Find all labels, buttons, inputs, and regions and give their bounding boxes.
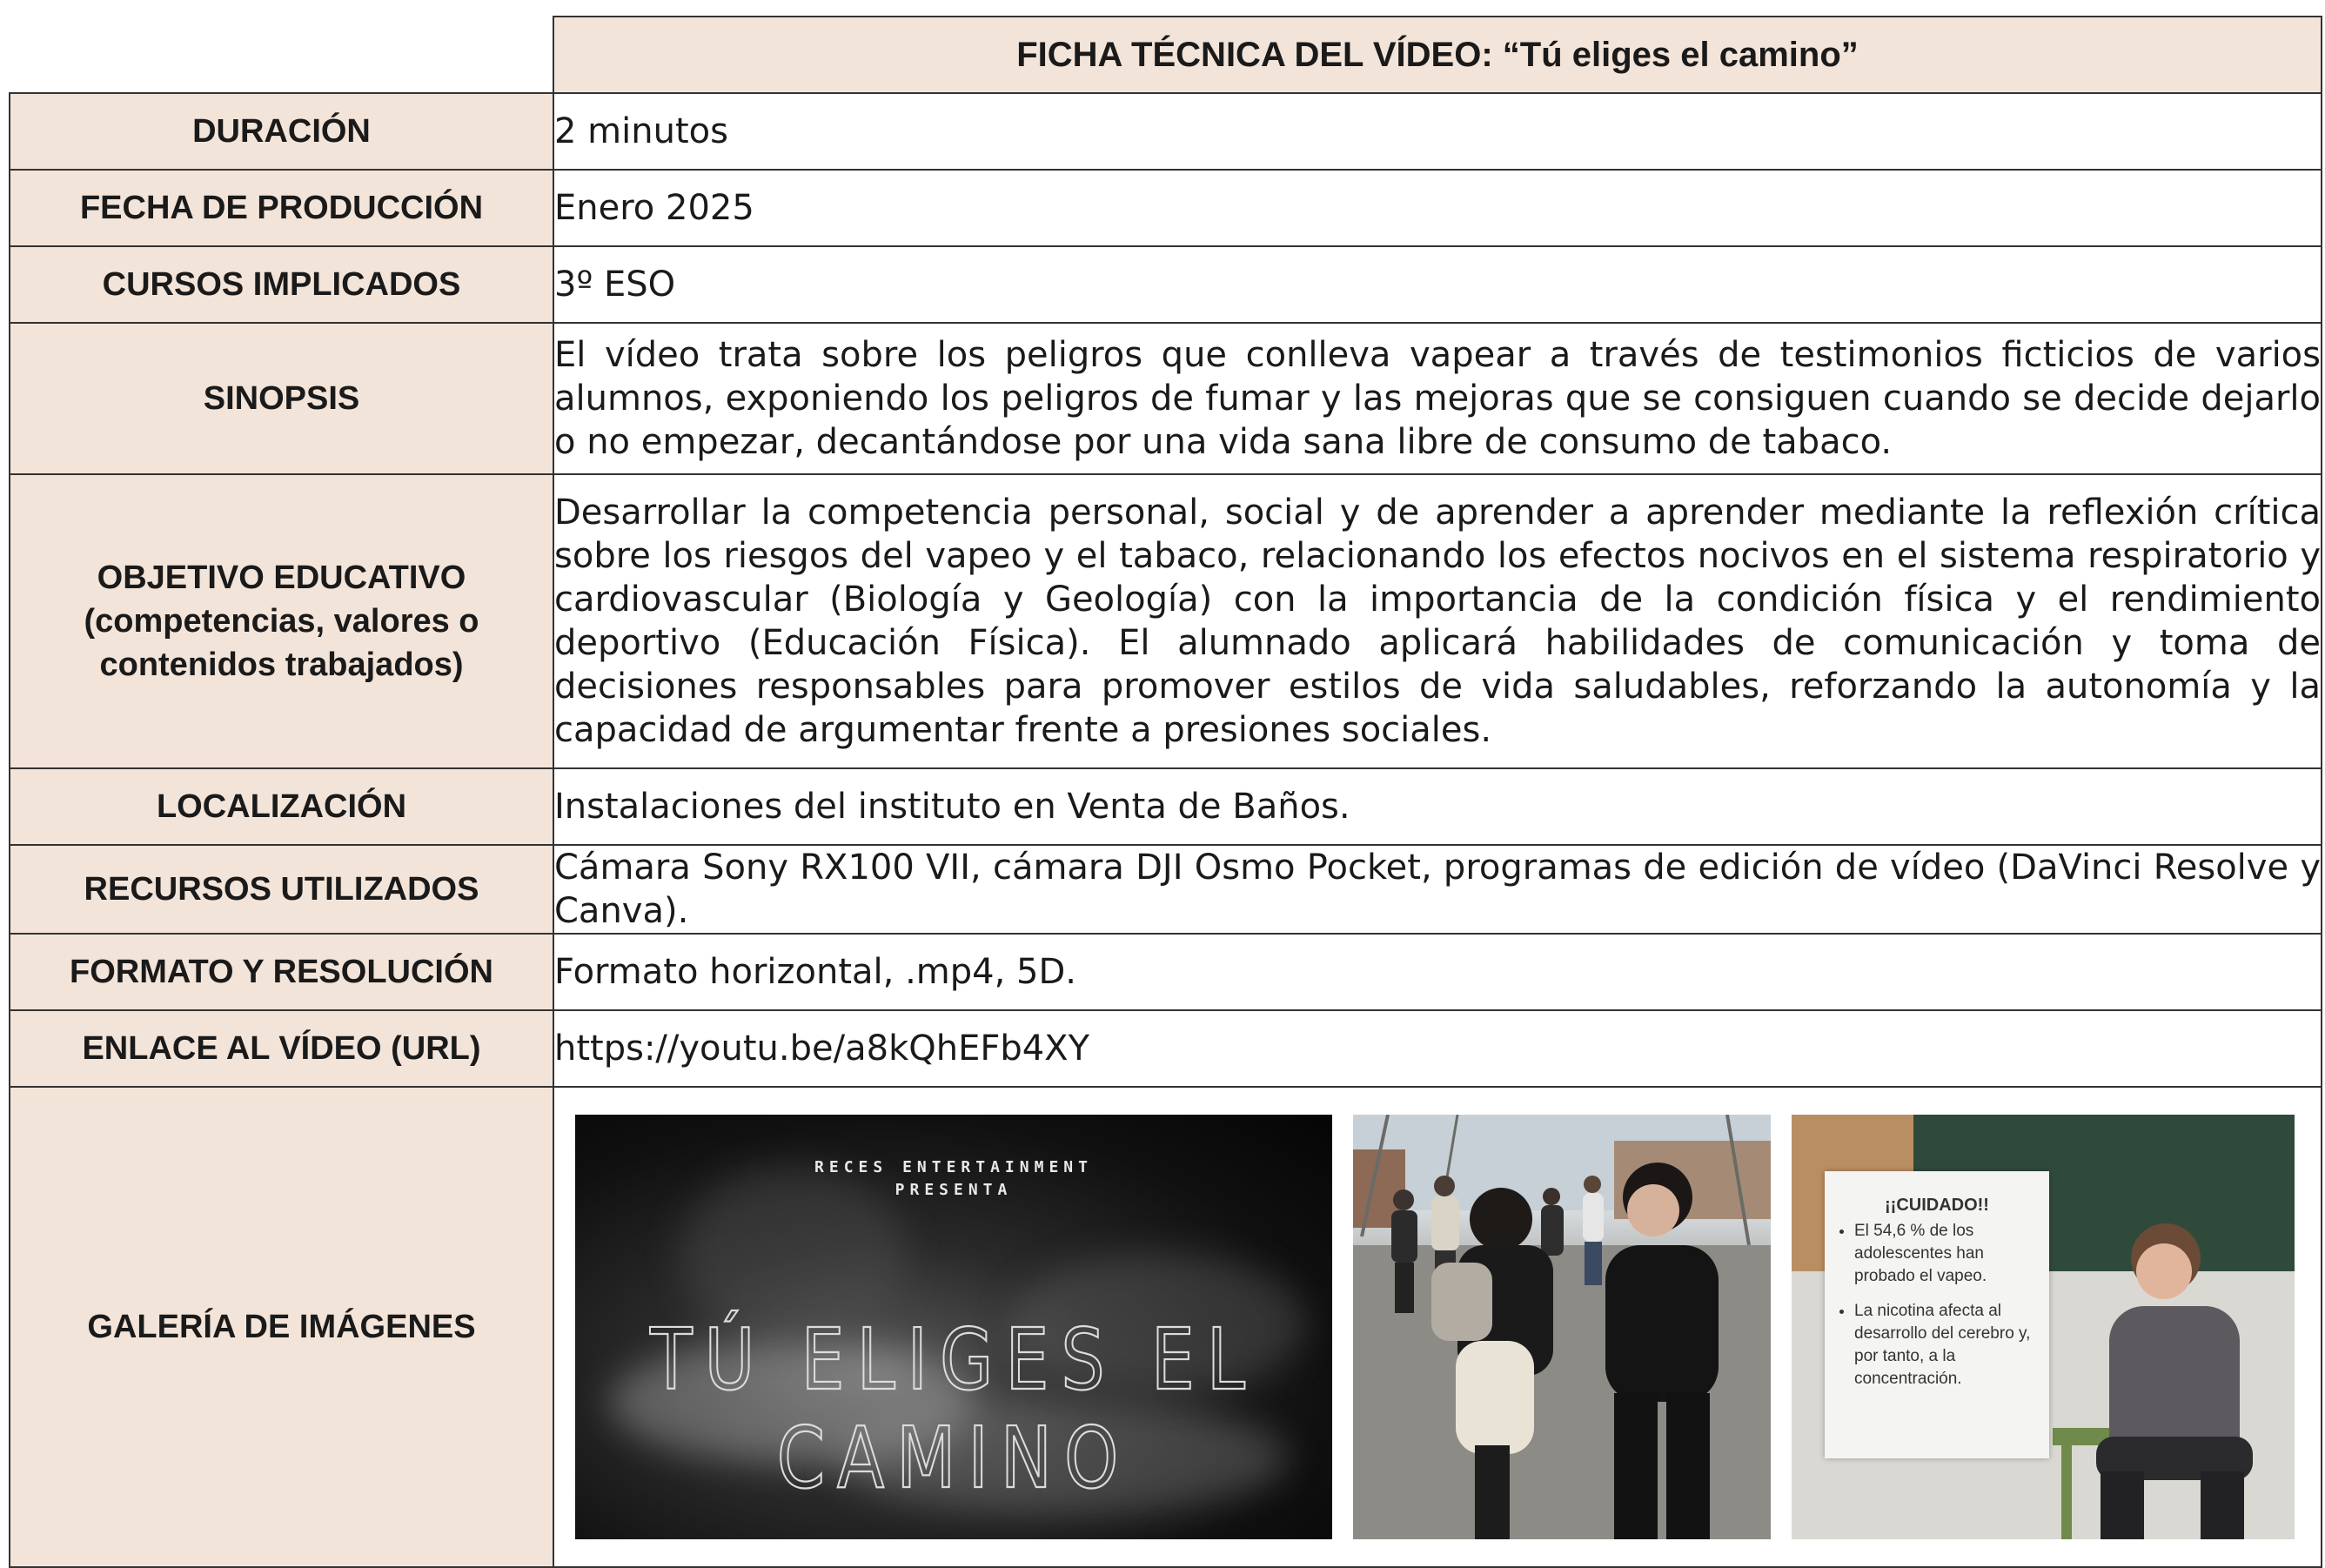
value-fecha: Enero 2025: [553, 170, 2322, 246]
row-duracion: [10, 93, 2322, 170]
warning-note-bullet-2: • La nicotina afecta al desarrollo del cerebro y, por tanto, a la concentración.: [1854, 1300, 2037, 1390]
row-cursos: [10, 246, 2322, 323]
label-localizacion: LOCALIZACIÓN: [10, 768, 553, 845]
gallery-image-students-walking: [1353, 1115, 1771, 1539]
credit-line-2: PRESENTA: [894, 1181, 1013, 1199]
header-row: [10, 17, 2322, 93]
value-cursos: 3º ESO: [553, 246, 2322, 323]
technical-sheet-table: [9, 16, 2322, 1568]
label-objetivo-line1: OBJETIVO EDUCATIVO: [97, 560, 466, 596]
label-objetivo-line2: (competencias, valores o: [84, 603, 479, 640]
label-objetivo-line3: contenidos trabajados): [99, 647, 464, 683]
row-objetivo: [10, 474, 2322, 768]
warning-note-title: ¡¡CUIDADO!!: [1885, 1196, 1989, 1215]
value-duracion: 2 minutos: [553, 93, 2322, 170]
value-formato: Formato horizontal, .mp4, 5D.: [553, 934, 2322, 1010]
label-cursos: CURSOS IMPLICADOS: [10, 246, 553, 323]
label-sinopsis: SINOPSIS: [10, 323, 553, 474]
warning-note: [1825, 1171, 2049, 1458]
credit-text: [575, 1156, 1332, 1202]
students-walking-illustration: [1353, 1115, 1771, 1539]
value-localizacion: Instalaciones del instituto en Venta de Baños.: [553, 768, 2322, 845]
row-galeria: [10, 1087, 2322, 1567]
row-sinopsis: [10, 323, 2322, 474]
value-objetivo: Desarrollar la competencia personal, social y de aprender a aprender mediante la reflexión crítica sobre los riesgos del vapeo y el tabaco, relacionando los efectos nocivos en el sistema respiratorio y cardiovascular (Biología y Geología) con la importancia de la condición física y el rendimiento deportivo (Educación Física). El alumnado aplicará habilidades de comunicación y toma de decisiones responsables para promover estilos de vida saludables, reforzando la autonomía y la capacidad de argumentar frente a presiones sociales.: [553, 474, 2322, 768]
gallery-cell: [553, 1087, 2322, 1567]
video-title-graphic: TÚ ELIGES EL CAMINO: [650, 1310, 1257, 1508]
value-recursos: Cámara Sony RX100 VII, cámara DJI Osmo Pocket, programas de edición de vídeo (DaVinci Resolve y Canva).: [553, 845, 2322, 934]
label-objetivo: [10, 474, 553, 768]
label-galeria: GALERÍA DE IMÁGENES: [10, 1087, 553, 1567]
row-recursos: [10, 845, 2322, 934]
row-formato: [10, 934, 2322, 1010]
row-localizacion: [10, 768, 2322, 845]
warning-note-bullet-1: • El 54,6 % de los adolescentes han probado el vapeo.: [1854, 1220, 2037, 1288]
label-duracion: DURACIÓN: [10, 93, 553, 170]
value-sinopsis: El vídeo trata sobre los peligros que conlleva vapear a través de testimonios ficticios de varios alumnos, exponiendo los peligros de fumar y las mejoras que se consiguen cuando se decide dejarlo o no empezar, decantándose por una vida sana libre de consumo de tabaco.: [553, 323, 2322, 474]
row-enlace: [10, 1010, 2322, 1087]
gallery-image-warning-testimony: [1792, 1115, 2295, 1539]
empty-corner-cell: [10, 17, 553, 93]
label-recursos: RECURSOS UTILIZADOS: [10, 845, 553, 934]
gallery-image-title-card: [575, 1115, 1332, 1539]
image-gallery: [554, 1089, 2321, 1565]
value-enlace[interactable]: https://youtu.be/a8kQhEFb4XY: [553, 1010, 2322, 1087]
row-fecha: [10, 170, 2322, 246]
warning-note-list: [1837, 1220, 2037, 1390]
label-enlace: ENLACE AL VÍDEO (URL): [10, 1010, 553, 1087]
label-fecha: FECHA DE PRODUCCIÓN: [10, 170, 553, 246]
sheet-title: FICHA TÉCNICA DEL VÍDEO: “Tú eliges el camino”: [553, 17, 2322, 93]
credit-line-1: RECES ENTERTAINMENT: [814, 1158, 1093, 1176]
label-formato: FORMATO Y RESOLUCIÓN: [10, 934, 553, 1010]
